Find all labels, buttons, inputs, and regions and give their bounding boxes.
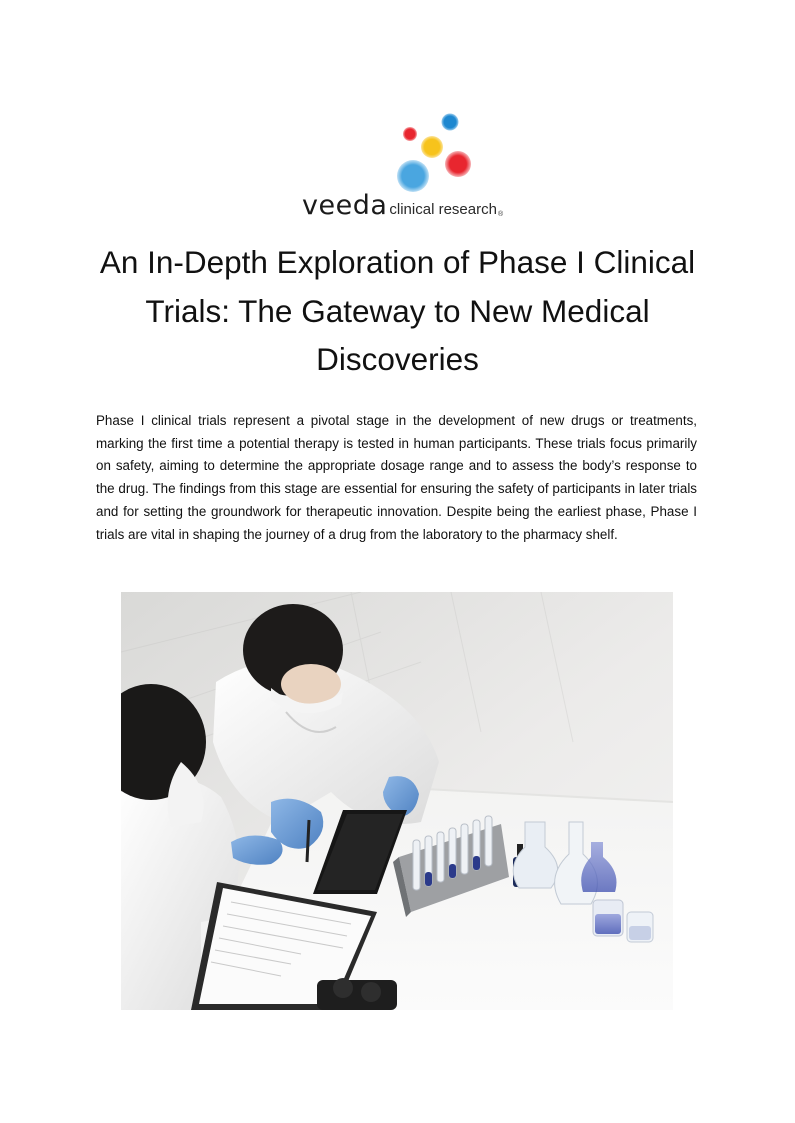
registered-mark: ® <box>497 211 504 218</box>
page-title: An In-Depth Exploration of Phase I Clinical Trials: The Gateway to New Medical Discoveries <box>99 244 696 377</box>
company-logo <box>300 110 504 222</box>
logo-dot-red-small <box>403 127 417 141</box>
lab-researchers-image <box>121 592 673 1010</box>
logo-dot-red-large <box>445 151 471 177</box>
intro-paragraph: Phase I clinical trials represent a pivotal stage in the development of new drugs or treatments, marking the first time a potential therapy is tested in human participants. These trials focus primarily on safety, aiming to determine the appropriate dosage range and to assess the body’s response to the drug. The findings from this stage are essential for ensuring the safety of participants in later trials and for setting the groundwork for therapeutic innovation. Despite being the earliest phase, Phase I trials are vital in shaping the journey of a drug from the laboratory to the pharmacy shelf. <box>96 413 697 542</box>
logo-dot-yellow <box>421 136 443 158</box>
logo-bubbles-icon <box>300 110 495 194</box>
logo-wordmark <box>302 192 503 219</box>
logo-dot-blue-small <box>442 114 459 131</box>
lab-photo <box>121 592 673 1010</box>
logo-dot-blue-large <box>397 160 429 192</box>
logo-brand: veeda <box>302 190 388 221</box>
logo-tagline: clinical research <box>389 201 497 218</box>
